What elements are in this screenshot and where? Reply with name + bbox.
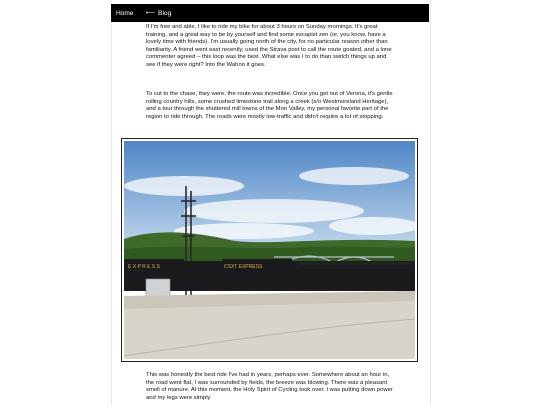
article-paragraph-3: [146, 372, 396, 402]
paragraph-text: This was honestly the best ride I've had in years, perhaps ever. Somewhere about an hour in, the road went flat, I was surrounded by fields, the breeze was blowing. There was a pleasant smell of manure. At this moment, the Holy Spirit of Cycling took over. I was putting down power and my legs were simply: [146, 372, 393, 401]
nav-home-link[interactable]: Home: [116, 9, 134, 17]
car-label-left: E X P R E S S: [128, 264, 160, 270]
top-nav-bar: [111, 4, 429, 22]
article-paragraph-2: [146, 91, 396, 121]
paragraph-text: If I'm free and able, I like to ride my bike for about 3 hours on Sunday mornings. It's great training, and a great way to be by yourself and find some escapist zen (or, you know, have a lovely time with friends). I'm usually going north of the city, for no particular reason other than familiarity. A friend went east recently, used the Strava post to call the route goated, and a lone commenter agreed – this loop was the best. What else was I to do than switch things up and see if they were right? Into the Wahoo it goes.: [146, 24, 392, 68]
paragraph-text: To cut to the chase, they were, the route was incredible. Once you get out of Verona, it's gentle rolling country hills, some crushed limestone trail along a creek (s/o Westmoreland Heritage), and a tour through the shuttered mill towns of the Mon Valley, my personal favorite part of the region to ride through. The roads were mostly low-traffic and didn't require a lot of stopping.: [146, 91, 393, 120]
nav-blog-label: Blog: [158, 10, 172, 17]
train-yard-photo: [124, 141, 415, 359]
nav-blog-link[interactable]: [140, 9, 178, 17]
back-arrow-icon: ⟵: [145, 10, 156, 17]
car-label-right: CSXT EXPRESS: [224, 264, 263, 270]
article-photo: [121, 138, 418, 362]
article-paragraph-1: [146, 24, 396, 69]
